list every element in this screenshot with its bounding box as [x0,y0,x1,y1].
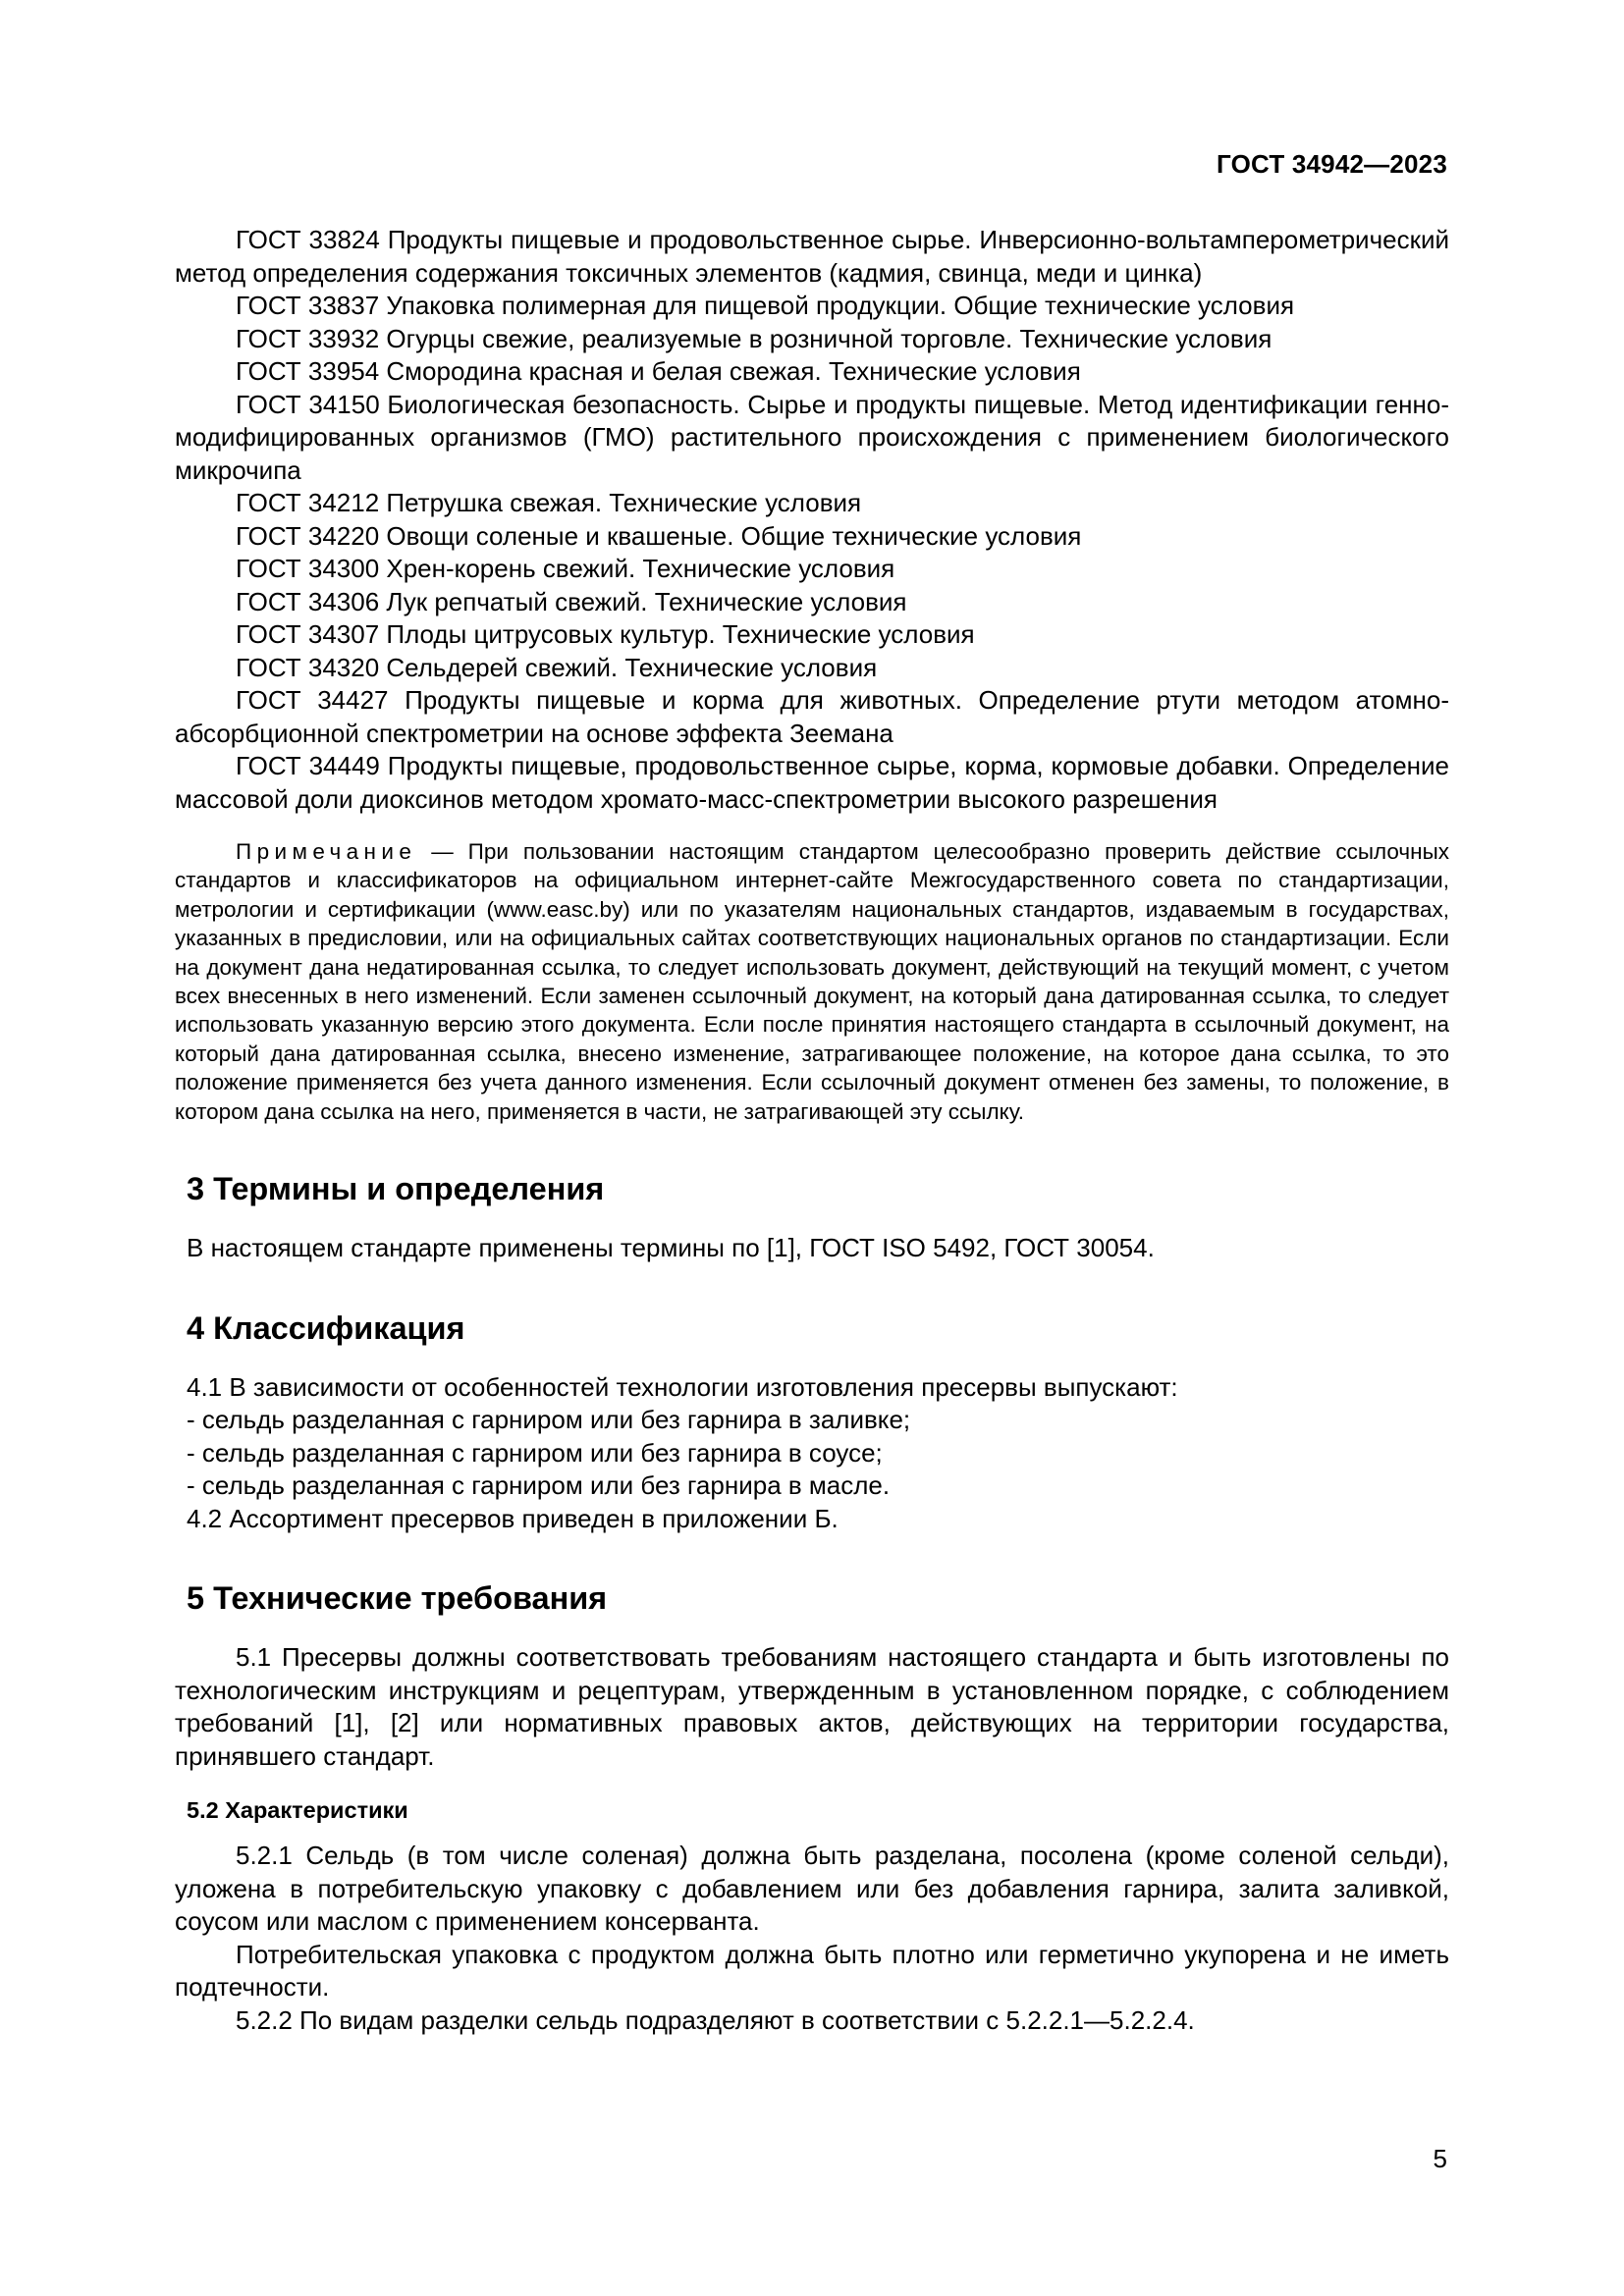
reference-item: ГОСТ 34220 Овощи соленые и квашеные. Общие технические условия [236,520,1082,551]
reference-item: ГОСТ 33932 Огурцы свежие, реализуемые в розничной торговле. Технические условия [236,323,1272,353]
reference-item: ГОСТ 34307 Плоды цитрусовых культур. Технические условия [236,619,975,649]
reference-item: ГОСТ 34427 Продукты пищевые и корма для животных. Определение ртути методом атомно-абсорбционной спектрометрии на основе эффекта Зеемана [175,685,1449,748]
section-4-body [175,1371,1449,1536]
section-3-body [175,1232,1449,1265]
packaging-text: Потребительская упаковка с продуктом должна быть плотно или герметично укупорена и не иметь подтечности. [175,1939,1449,2002]
reference-item: ГОСТ 34300 Хрен-корень свежий. Технические условия [236,554,895,583]
reference-item: ГОСТ 34150 Биологическая безопасность. Сырье и продукты пищевые. Метод идентификации генно-модифицированных организмов (ГМО) растительного происхождения с применением биологического микрочипа [175,389,1449,485]
section-4-1-text: 4.1 В зависимости от особенностей технологии изготовления пресервы выпускают: [187,1371,1178,1402]
list-item: - сельдь разделанная с гарниром или без гарнира в масле. [187,1470,891,1501]
list-item: - сельдь разделанная с гарниром или без гарнира в заливке; [187,1405,911,1435]
page-content [175,224,1449,2037]
note-text: — При пользовании настоящим стандартом целесообразно проверить действие ссылочных стандартов и классификаторов на официальном интернет-сайте Межгосударственного совета по стандартизации, метрологии и сертификации (www.easc.by) или по указателям национальных стандартов, издаваемым в государствах, указанных в предисловии, или на официальных сайтах соответствующих национальных органов по стандартизации. Если на документ дана недатированная ссылка, то следует использовать документ, действующий на текущий момент, с учетом всех внесенных в него изменений. Если заменен ссылочный документ, на который дана датированная ссылка, то следует использовать указанную версию этого документа. Если после принятия настоящего стандарта в ссылочный документ, на который дана датированная ссылка, внесено изменение, затрагивающее положение, на которое дана ссылка, то это положение применяется без учета данного изменения. Если ссылочный документ отменен без замены, то положение, в котором дана ссылка на него, применяется в части, не затрагивающей эту ссылку. [175,839,1449,1124]
page-number: 5 [1433,2144,1447,2173]
reference-item: ГОСТ 34449 Продукты пищевые, продовольственное сырье, корма, кормовые добавки. Определение массовой доли диоксинов методом хромато-масс-спектрометрии высокого разрешения [175,751,1449,814]
section-3-heading: 3 Термины и определения [187,1171,605,1207]
section-5-1-text: 5.1 Пресервы должны соответствовать требованиям настоящего стандарта и быть изготовлены по технологическим инструкциям и рецептурам, утвержденным в установленном порядке, с соблюдением требований [1], [2] или нормативных правовых актов, действующих на территории государства, принявшего стандарт. [175,1642,1449,1771]
section-3-text: В настоящем стандарте применены термины по [1], ГОСТ ISO 5492, ГОСТ 30054. [187,1233,1155,1263]
section-4-2-text: 4.2 Ассортимент пресервов приведен в приложении Б. [187,1503,839,1533]
reference-item: ГОСТ 33824 Продукты пищевые и продовольственное сырье. Инверсионно-вольтамперометрический метод определения содержания токсичных элементов (кадмия, свинца, меди и цинка) [175,225,1449,288]
section-4-heading: 4 Классификация [187,1309,465,1346]
normative-references-list [175,224,1449,816]
section-5-body [175,1641,1449,2037]
document-code-header: ГОСТ 34942—2023 [1217,149,1447,179]
note-label: Примечание [236,839,417,864]
section-5-2-heading: 5.2 Характеристики [187,1797,408,1824]
reference-item: ГОСТ 34212 Петрушка свежая. Технические условия [236,488,862,517]
list-item: - сельдь разделанная с гарниром или без гарнира в соусе; [187,1437,883,1468]
reference-item: ГОСТ 33837 Упаковка полимерная для пищевой продукции. Общие технические условия [236,291,1295,320]
reference-item: ГОСТ 34306 Лук репчатый свежий. Технические условия [236,586,907,616]
reference-item: ГОСТ 33954 Смородина красная и белая свежая. Технические условия [236,356,1081,386]
section-5-heading: 5 Технические требования [187,1580,608,1617]
section-5-2-2-text: 5.2.2 По видам разделки сельдь подразделяют в соответствии с 5.2.2.1—5.2.2.4. [236,2004,1195,2035]
section-5-2-1-text: 5.2.1 Сельдь (в том числе соленая) должна быть разделана, посолена (кроме соленой сельди), уложена в потребительскую упаковку с добавлением или без добавления гарнира, залита заливкой, соусом или маслом с применением консерванта. [175,1841,1449,1937]
reference-item: ГОСТ 34320 Сельдерей свежий. Технические условия [236,652,878,682]
note-paragraph [175,837,1449,1126]
